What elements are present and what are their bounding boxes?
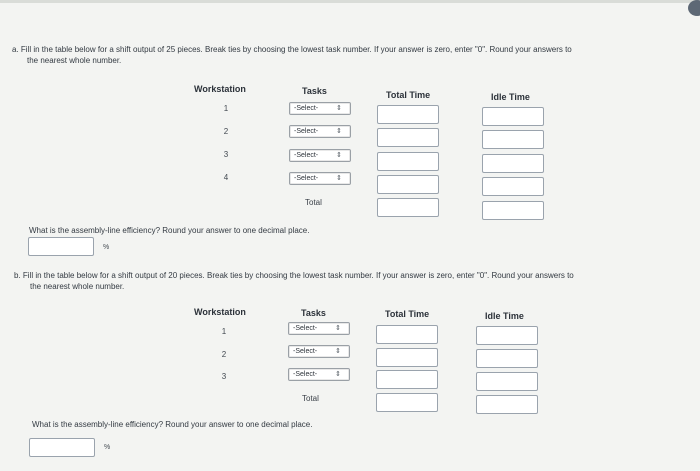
part-b-idle-time-input-3[interactable] [476,372,538,391]
part-b-idle-time-input-1[interactable] [476,326,538,345]
select-arrow-icon: ⇕ [336,175,342,182]
select-arrow-icon: ⇕ [335,348,341,355]
select-arrow-icon: ⇕ [335,371,341,378]
part-b-idle-time-sum-input[interactable] [476,395,538,414]
select-arrow-icon: ⇕ [336,128,342,135]
part-a-task-select-1[interactable] [289,102,351,115]
part-a-efficiency-input[interactable] [28,237,94,256]
select-value: -Select- [294,152,319,159]
select-arrow-icon: ⇕ [335,325,341,332]
part-a-percent-sign: % [103,244,110,251]
part-a-total-time-input-4[interactable] [377,175,439,194]
part-a-idle-time-input-3[interactable] [482,154,544,173]
part-b-efficiency-question: What is the assembly-line efficiency? Round your answer to one decimal place. [32,420,313,429]
part-b-workstation-3: 3 [221,372,227,381]
part-a-efficiency-question: What is the assembly-line efficiency? Round your answer to one decimal place. [29,226,310,235]
help-icon[interactable] [688,0,700,16]
part-a-idle-time-input-4[interactable] [482,177,544,196]
top-divider [0,0,700,3]
select-arrow-icon: ⇕ [336,105,342,112]
part-b-total-time-input-2[interactable] [376,348,438,367]
part-b-efficiency-input[interactable] [29,438,95,457]
part-a-prompt-line1: a. Fill in the table below for a shift output of 25 pieces. Break ties by choosing the lowest task number. If your answer is zero, enter "0". Round your answers to [12,45,572,54]
select-value: -Select- [294,175,319,182]
part-b-workstation-2: 2 [221,350,227,359]
part-b-percent-sign: % [104,444,111,451]
part-a-total-time-input-2[interactable] [377,128,439,147]
part-b-total-label: Total [302,394,319,403]
part-b-header-idle-time: Idle Time [485,311,524,321]
select-value: -Select- [294,128,319,135]
part-a-total-label: Total [305,198,322,207]
part-b-prompt-line1: b. Fill in the table below for a shift output of 20 pieces. Break ties by choosing the lowest task number. If your answer is zero, enter "0". Round your answers to [14,271,574,280]
part-b-header-workstation: Workstation [194,307,246,317]
select-value: -Select- [293,348,318,355]
part-a-total-time-input-3[interactable] [377,152,439,171]
part-b-idle-time-input-2[interactable] [476,349,538,368]
part-a-workstation-4: 4 [223,173,229,182]
select-value: -Select- [293,325,318,332]
select-value: -Select- [294,105,319,112]
part-b-task-select-3[interactable] [288,368,350,381]
part-a-header-workstation: Workstation [194,84,246,94]
part-b-task-select-2[interactable] [288,345,350,358]
part-a-prompt-line2: the nearest whole number. [27,56,122,65]
part-a-workstation-3: 3 [223,150,229,159]
part-a-task-select-3[interactable] [289,149,351,162]
part-a-header-tasks: Tasks [302,86,327,96]
part-b-task-select-1[interactable] [288,322,350,335]
part-a-task-select-2[interactable] [289,125,351,138]
part-a-workstation-1: 1 [223,104,229,113]
part-a-idle-time-input-2[interactable] [482,130,544,149]
part-b-header-tasks: Tasks [301,308,326,318]
part-b-total-time-input-1[interactable] [376,325,438,344]
part-a-header-idle-time: Idle Time [491,92,530,102]
part-a-idle-time-input-1[interactable] [482,107,544,126]
select-value: -Select- [293,371,318,378]
part-a-total-time-input-1[interactable] [377,105,439,124]
select-arrow-icon: ⇕ [336,152,342,159]
part-b-prompt-line2: the nearest whole number. [30,282,125,291]
part-b-header-total-time: Total Time [385,309,430,319]
part-a-header-total-time: Total Time [386,90,431,100]
part-b-total-time-input-3[interactable] [376,370,438,389]
part-a-workstation-2: 2 [223,127,229,136]
part-a-task-select-4[interactable] [289,172,351,185]
part-b-workstation-1: 1 [221,327,227,336]
part-a-idle-time-sum-input[interactable] [482,201,544,220]
part-a-total-time-sum-input[interactable] [377,198,439,217]
part-b-total-time-sum-input[interactable] [376,393,438,412]
